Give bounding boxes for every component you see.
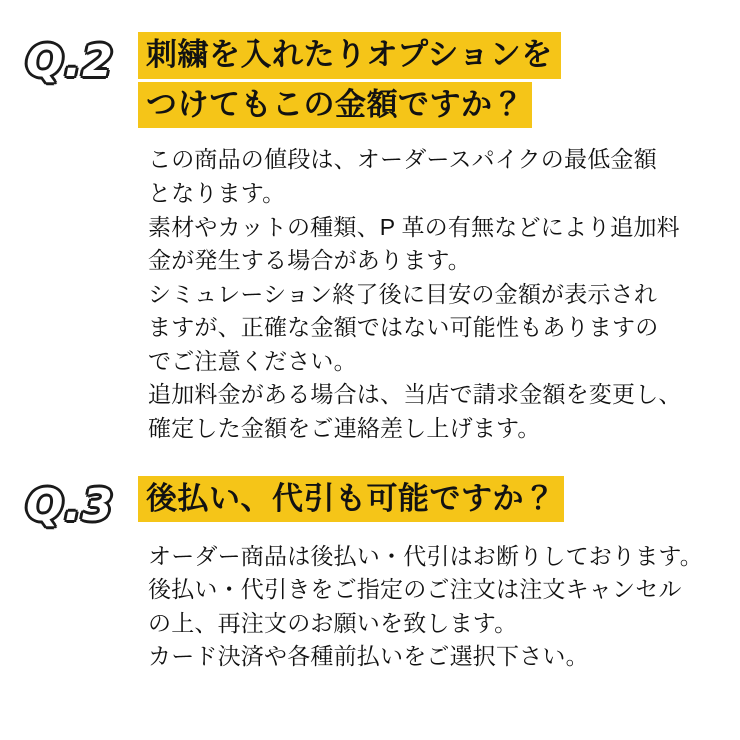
faq-q3-header	[26, 472, 714, 531]
faq-q3-p3-line-1: カード決済や各種前払いをご選択下さい。	[148, 643, 589, 670]
faq-q2-paragraph-1	[148, 143, 704, 210]
faq-q3-number: Q.3	[26, 479, 114, 531]
faq-q3-paragraph-1	[148, 540, 704, 574]
faq-q2-p1-line-2: となります。	[148, 179, 286, 206]
faq-q3-body	[148, 540, 714, 674]
faq-q2-p2-line-2: 金が発生する場合があります。	[148, 247, 471, 274]
faq-q2-p1-line-1: この商品の値段は、オーダースパイクの最低金額	[148, 146, 657, 173]
faq-q3-paragraph-2	[148, 573, 704, 640]
faq-q2-header	[26, 28, 714, 131]
faq-q2-p4-line-1: 追加料金がある場合は、当店で請求金額を変更し、	[148, 381, 682, 408]
faq-q2-paragraph-2	[148, 211, 704, 278]
faq-q2-title-line-1: 刺繍を入れたりオプションを	[138, 32, 561, 79]
faq-q3-p2-line-2: の上、再注文のお願いを致します。	[148, 609, 518, 636]
faq-q2-p3-line-3: でご注意ください。	[148, 347, 357, 374]
faq-q2-p2-line-1: 素材やカットの種類、P 革の有無などにより追加料	[148, 213, 680, 240]
faq-q2-number: Q.2	[26, 36, 114, 87]
faq-q2-title	[138, 28, 714, 131]
faq-q3-p1-line-1: オーダー商品は後払い・代引はお断りしております。	[148, 542, 703, 569]
faq-q2-p3-line-2: ますが、正確な金額ではない可能性もありますの	[148, 314, 659, 341]
faq-q3-title	[138, 472, 714, 526]
faq-q3-p2-line-1: 後払い・代引きをご指定のご注文は注文キャンセル	[148, 576, 682, 603]
faq-q2-p3-line-1: シミュレーション終了後に目安の金額が表示され	[148, 280, 658, 307]
faq-q2-paragraph-4	[148, 378, 704, 445]
faq-q3-title-line-1: 後払い、代引も可能ですか？	[138, 476, 564, 523]
faq-q2-paragraph-3	[148, 278, 704, 379]
faq-q3-paragraph-3	[148, 640, 704, 674]
faq-item-q2	[26, 28, 714, 446]
faq-item-q3	[26, 472, 714, 674]
faq-q2-body	[148, 143, 714, 445]
faq-q2-title-line-2: つけてもこの金額ですか？	[138, 82, 532, 129]
faq-q2-p4-line-2: 確定した金額をご連絡差し上げます。	[148, 414, 541, 441]
